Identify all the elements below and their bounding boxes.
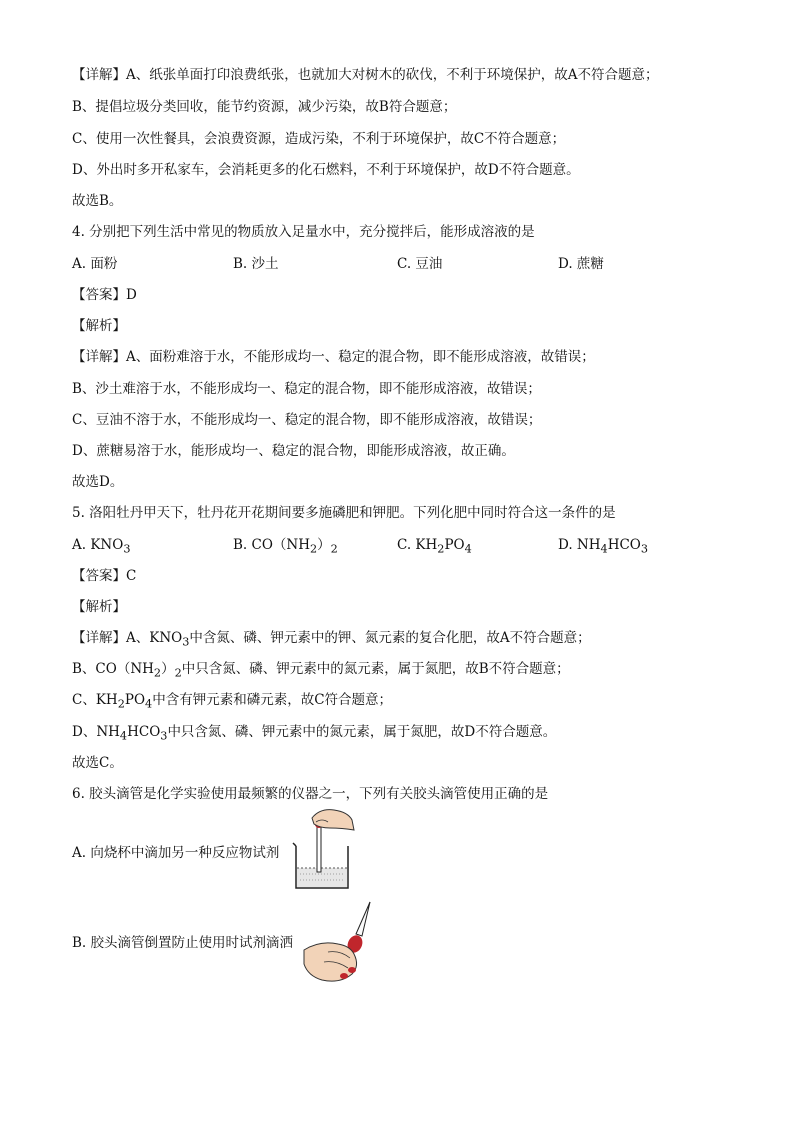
q5-detail-b: B、$CO(NH_2)_2$中只含氮、磷、钾元素中的氮元素，属于氮肥，故B不符合题意； [72,661,570,680]
q4-detail-a: 【详解】A、面粉难溶于水，不能形成均一、稳定的混合物，即不能形成溶液，故错误； [72,349,595,365]
q4-stem: 4. 分别把下列生活中常见的物质放入足量水中，充分搅拌后，能形成溶液的是 [72,224,535,240]
q5-option-d: D. $NH_4HCO_3$ [558,537,649,556]
q5-detail-a: 【详解】A、$KNO_3$中含氮、磷、钾元素中的钾、氮元素的复合化肥，故A不符合题意； [72,630,591,649]
q4-conclusion: 故选D。 [72,474,124,490]
q6-option-b: B. 胶头滴管倒置防止使用时试剂滴洒 [72,935,294,951]
q6-stem: 6. 胶头滴管是化学实验使用最频繁的仪器之一，下列有关胶头滴管使用正确的是 [72,786,549,802]
q5-option-b: B. $CO(NH_2)_2$ [233,537,338,556]
q4-option-c: C. 豆油 [397,256,443,272]
q3-conclusion: 故选B。 [72,193,123,209]
q4-option-a: A. 面粉 [72,256,118,272]
q3-detail-d: D、外出时多开私家车，会消耗更多的化石燃料，不利于环境保护，故D不符合题意。 [72,162,580,178]
q5-option-a: A. $KNO_3$ [72,537,131,556]
q5-analysis-label: 【解析】 [72,599,126,615]
q3-detail-b: B、提倡垃圾分类回收，能节约资源，减少污染，故B符合题意； [72,99,457,115]
q4-detail-d: D、蔗糖易溶于水，能形成均一、稳定的混合物，即能形成溶液，故正确。 [72,443,515,459]
q3-detail-a: 【详解】A、纸张单面打印浪费纸张，也就加大对树木的砍伐，不利于环境保护，故A不符合题意； [72,67,659,83]
q5-option-c: C. $KH_2PO_4$ [397,537,472,556]
q4-analysis-label: 【解析】 [72,318,126,334]
q4-option-d: D. 蔗糖 [558,256,604,272]
inverted-dropper-figure [300,900,376,988]
q3-detail-c: C、使用一次性餐具，会浪费资源，造成污染，不利于环境保护，故C不符合题意； [72,131,566,147]
q5-answer: 【答案】C [72,568,137,584]
q5-detail-c: C、$KH_2PO_4$中含有钾元素和磷元素，故C符合题意； [72,692,393,711]
q4-answer: 【答案】D [72,287,137,303]
dropper-into-beaker-figure [290,808,356,892]
q5-stem: 5. 洛阳牡丹甲天下，牡丹花开花期间要多施磷肥和钾肥。下列化肥中同时符合这一条件的是 [72,505,616,521]
q6-option-a: A. 向烧杯中滴加另一种反应物试剂 [72,845,280,861]
q4-detail-c: C、豆油不溶于水，不能形成均一、稳定的混合物，即不能形成溶液，故错误； [72,412,542,428]
q4-option-b: B. 沙土 [233,256,279,272]
q5-detail-d: D、$NH_4HCO_3$中只含氮、磷、钾元素中的氮元素，属于氮肥，故D不符合题意。 [72,724,557,743]
q4-detail-b: B、沙土难溶于水，不能形成均一、稳定的混合物，即不能形成溶液，故错误； [72,381,541,397]
q5-conclusion: 故选C。 [72,755,123,771]
